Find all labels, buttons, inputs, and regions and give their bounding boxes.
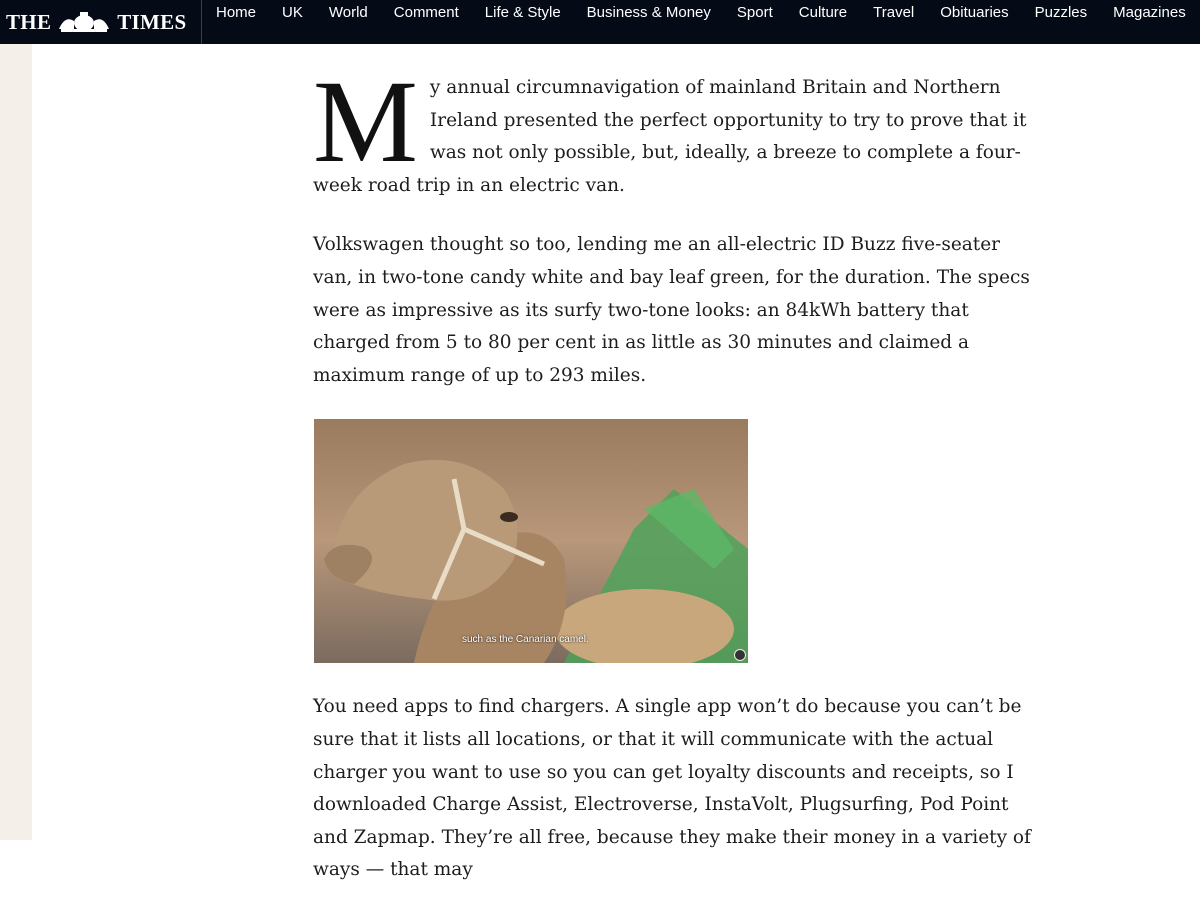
article-paragraph-2: Volkswagen thought so too, lending me an all-electric ID Buzz five-seater van, in two-tone candy white and bay leaf green, for the duration. The specs were as impressive as its surfy two-tone looks: an 84kWh battery that charged from 5 to 80 per cent in as little as 30 minutes and claimed a maximum range of up to 293 miles. xyxy=(313,234,1030,386)
nav-obituaries[interactable]: Obituaries xyxy=(940,4,1009,21)
article-paragraph-3: You need apps to find chargers. A single app won’t do because you can’t be sure that it lists all locations, or that it will communicate with the actual charger you want to use so you can get loyalty discounts and receipts, so I downloaded Charge Assist, Electroverse, InstaVolt, Plugsurfing, Pod Point and Zapmap. They’re all free, because they make their money in a variety of ways — that may xyxy=(313,696,1031,881)
top-nav-bar xyxy=(0,0,1200,44)
article-body xyxy=(313,56,1035,914)
camel-video-image[interactable] xyxy=(314,419,748,663)
article-paragraph-1 xyxy=(313,56,1035,202)
nav-home[interactable]: Home xyxy=(216,4,257,21)
image-caption: such as the Canarian camel. xyxy=(462,633,589,645)
times-logo[interactable] xyxy=(0,0,202,44)
nav-sport[interactable]: Sport xyxy=(736,4,773,21)
royal-crest-icon xyxy=(55,11,113,33)
logo-text-the: THE xyxy=(6,9,52,34)
nav-travel[interactable]: Travel xyxy=(873,4,915,21)
nav-puzzles[interactable]: Puzzles xyxy=(1034,4,1088,21)
nav-comment[interactable]: Comment xyxy=(393,4,459,21)
left-side-panel xyxy=(0,44,32,840)
section-nav xyxy=(202,0,1186,44)
nav-magazines[interactable]: Magazines xyxy=(1113,4,1186,21)
paragraph-1-text: y annual circumnavigation of mainland Britain and Northern Ireland presented the perfect opportunity to try to prove that it was not only possible, but, ideally, a breeze to complete a four-week road trip in an electric van. xyxy=(313,77,1027,196)
nav-world[interactable]: World xyxy=(328,4,368,21)
drop-cap: M xyxy=(313,56,418,187)
nav-life-style[interactable]: Life & Style xyxy=(484,4,561,21)
nav-business-money[interactable]: Business & Money xyxy=(586,4,711,21)
nav-culture[interactable]: Culture xyxy=(798,4,848,21)
nav-uk[interactable]: UK xyxy=(282,4,303,21)
logo-text-times: TIMES xyxy=(117,9,187,34)
